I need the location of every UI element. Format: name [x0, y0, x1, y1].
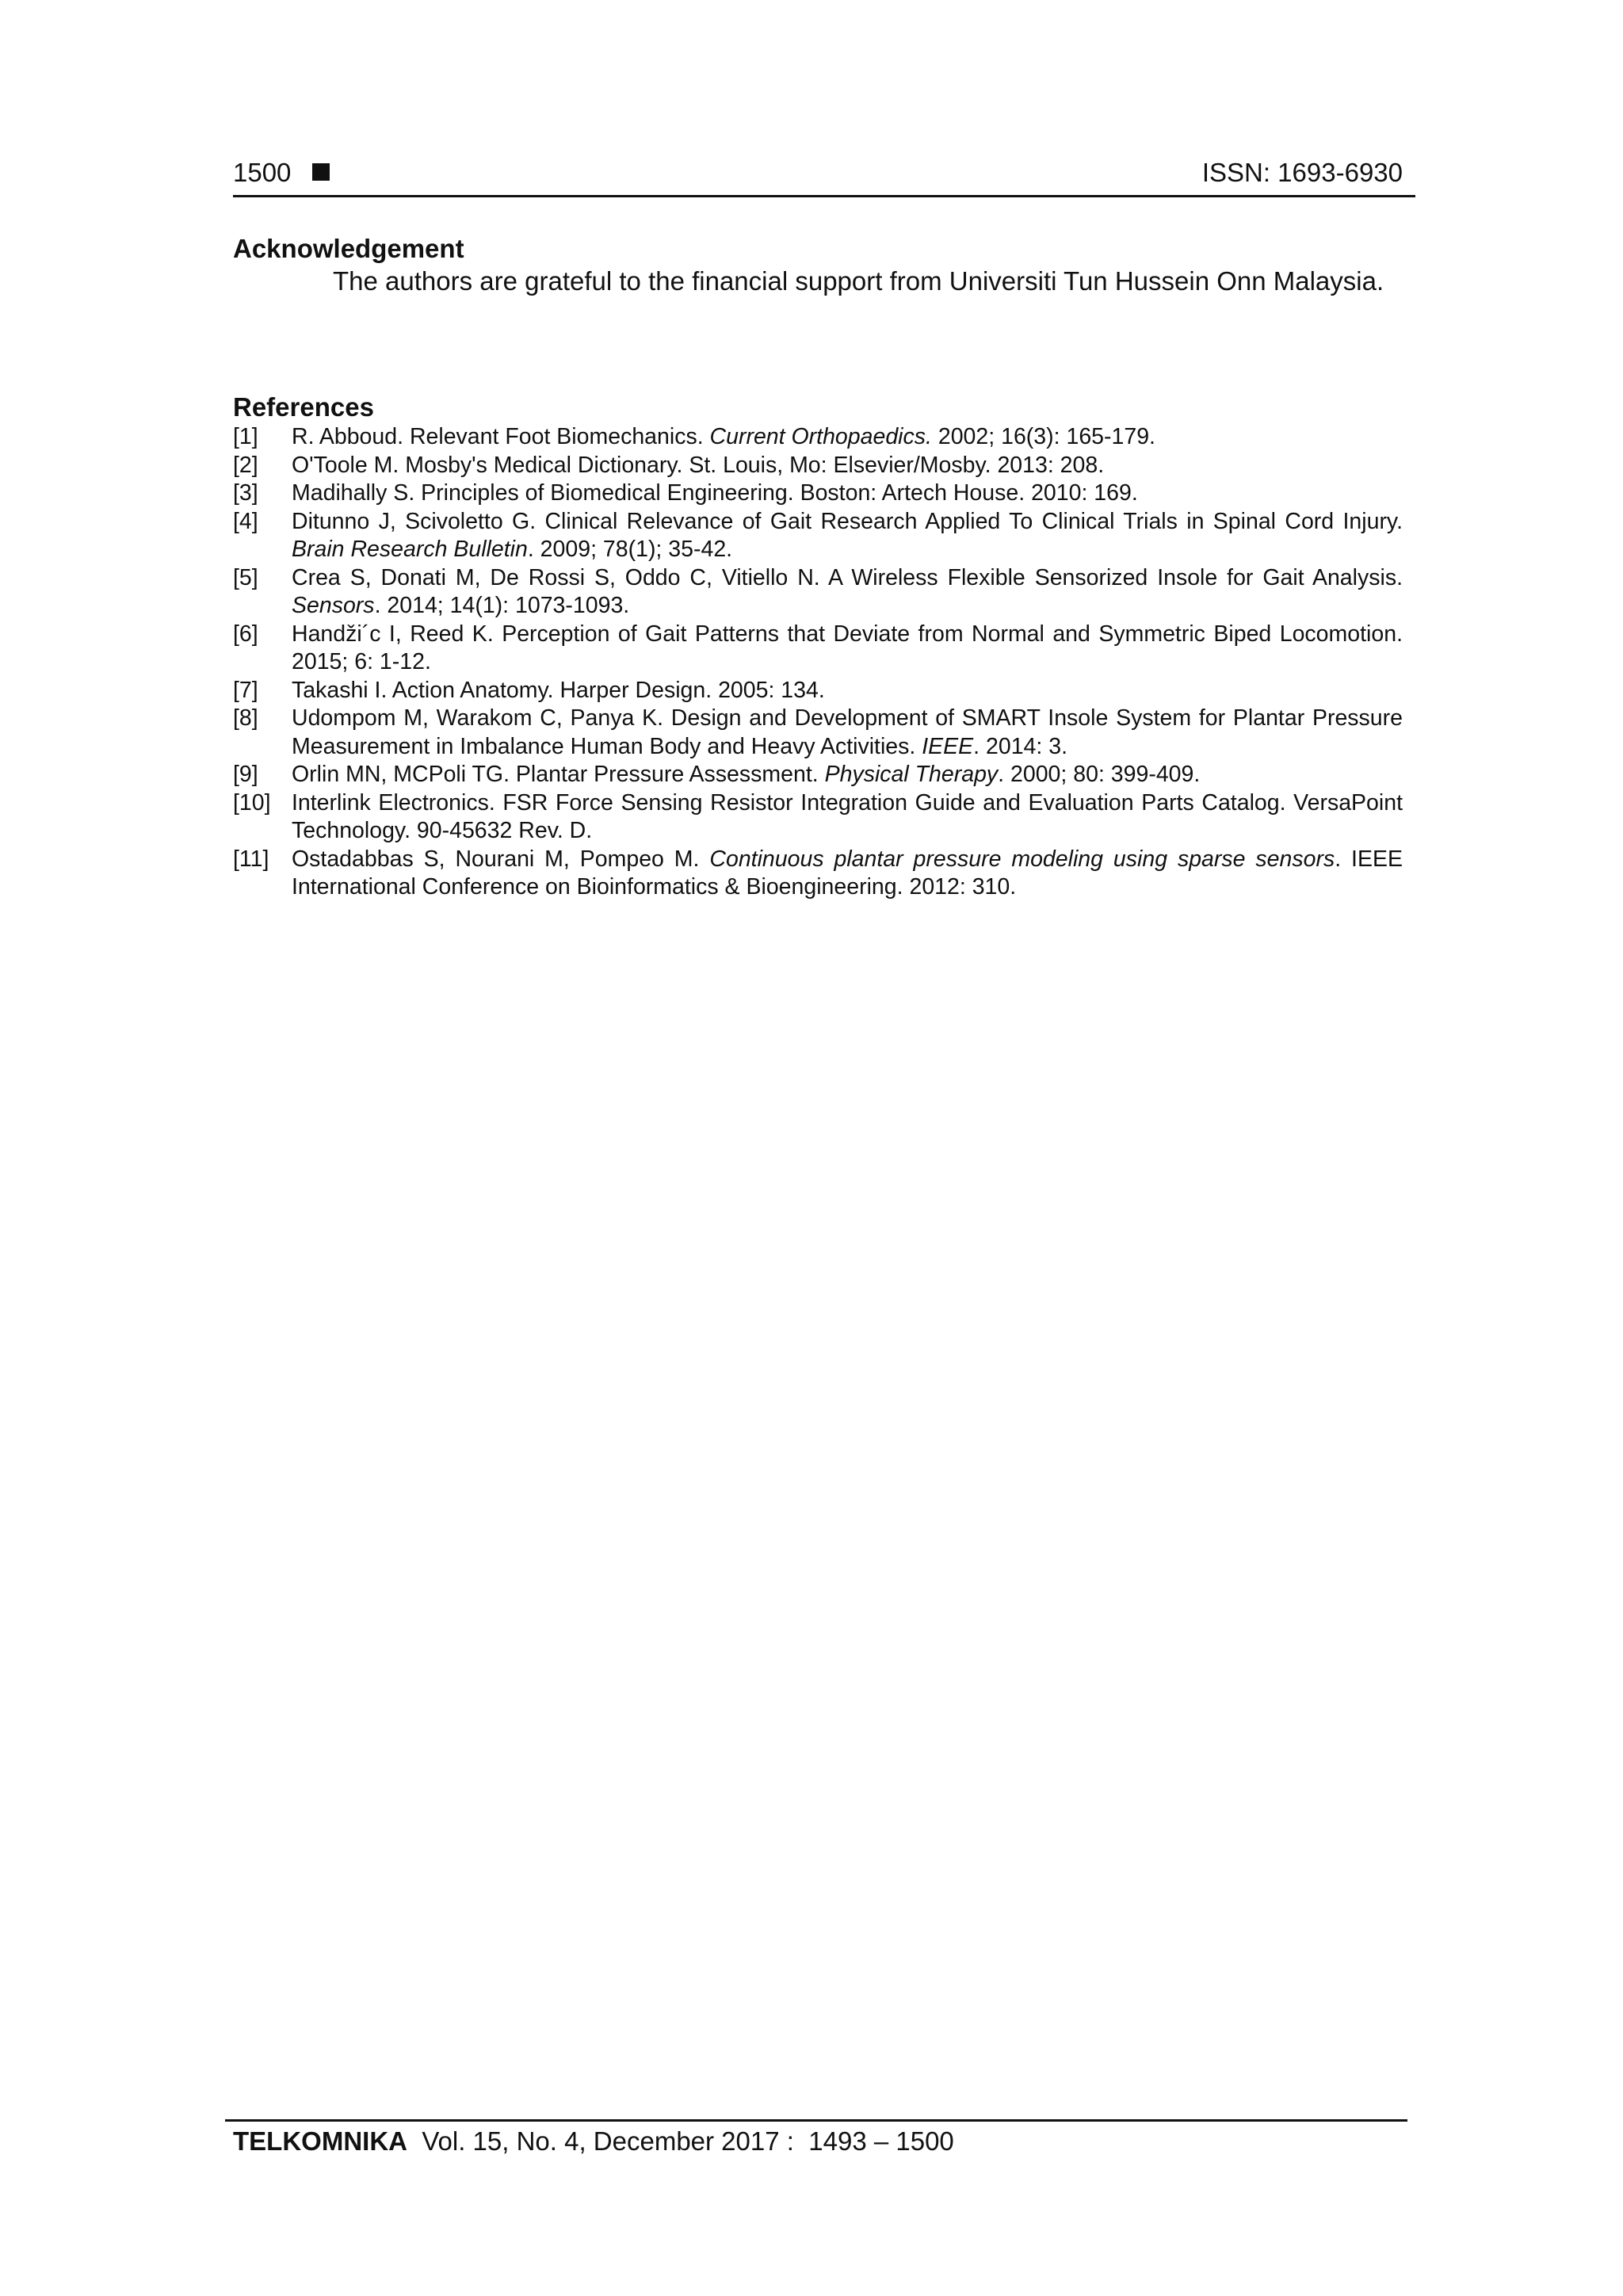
reference-number: [11]	[233, 846, 269, 872]
reference-source: Current Orthopaedics.	[709, 424, 932, 449]
reference-source: Continuous plantar pressure modeling using sparse sensors	[709, 846, 1335, 872]
reference-source: IEEE	[922, 733, 974, 759]
reference-text: Crea S, Donati M, De Rossi S, Oddo C, Vitiello N. A Wireless Flexible Sensorized Insole for Gait Analysis.	[292, 564, 1403, 590]
reference-source: Sensors	[292, 593, 375, 618]
reference-number: [10]	[233, 789, 271, 816]
reference-item	[233, 705, 1403, 761]
reference-number: [4]	[233, 508, 258, 534]
reference-item	[233, 479, 1403, 508]
reference-text: Ostadabbas S, Nourani M, Pompeo M.	[292, 846, 710, 872]
page-footer	[233, 2124, 954, 2159]
square-bullet-icon	[312, 163, 330, 181]
reference-item	[233, 564, 1403, 621]
reference-number: [5]	[233, 564, 258, 590]
reference-details: . 2000; 80: 399-409.	[998, 762, 1201, 787]
reference-item	[233, 789, 1403, 846]
reference-text: Ditunno J, Scivoletto G. Clinical Relevance of Gait Research Applied To Clinical Trials in Spinal Cord Injury.	[292, 508, 1403, 534]
header-divider	[233, 195, 1415, 197]
acknowledgement-body: The authors are grateful to the financial support from Universiti Tun Hussein Onn Malaysia.	[333, 266, 1384, 296]
reference-text: Handži´c I, Reed K. Perception of Gait Patterns that Deviate from Normal and Symmetric Biped Locomotion. 2015; 6: 1-12.	[292, 621, 1403, 674]
reference-text: Udompom M, Warakom C, Panya K. Design and Development of SMART Insole System for Plantar Pressure Measurement in Imbalance Human Body and Heavy Activities.	[292, 705, 1403, 759]
reference-item	[233, 508, 1403, 564]
reference-text: Interlink Electronics. FSR Force Sensing Resistor Integration Guide and Evaluation Parts Catalog. VersaPoint Technology. 90-45632 Rev. D.	[292, 789, 1403, 843]
reference-details: . IEEE International Conference on Bioinformatics & Bioengineering. 2012: 310.	[292, 846, 1403, 900]
references-list	[233, 423, 1403, 902]
journal-citation: Vol. 15, No. 4, December 2017 : 1493 – 1500	[407, 2126, 954, 2156]
acknowledgement-heading: Acknowledgement	[233, 234, 464, 263]
reference-details: . 2009; 78(1); 35-42.	[527, 537, 733, 562]
reference-number: [7]	[233, 677, 258, 703]
reference-details: . 2014: 3.	[973, 733, 1068, 759]
reference-item	[233, 423, 1403, 452]
journal-name: TELKOMNIKA	[233, 2126, 407, 2156]
reference-number: [6]	[233, 621, 258, 647]
reference-item	[233, 452, 1403, 480]
reference-item	[233, 846, 1403, 902]
page-number: 1500	[233, 158, 292, 187]
page-header	[233, 155, 1403, 190]
issn-label: ISSN: 1693-6930	[1201, 158, 1403, 187]
reference-text: Takashi I. Action Anatomy. Harper Design. 2005: 134.	[292, 677, 825, 703]
reference-item	[233, 677, 1403, 705]
reference-details: 2002; 16(3): 165-179.	[931, 424, 1155, 449]
footer-divider	[225, 2119, 1407, 2122]
reference-text: Madihally S. Principles of Biomedical Engineering. Boston: Artech House. 2010: 169.	[292, 480, 1138, 506]
reference-text: Orlin MN, MCPoli TG. Plantar Pressure Assessment.	[292, 762, 825, 787]
reference-details: . 2014; 14(1): 1073-1093.	[374, 593, 630, 618]
reference-source: Brain Research Bulletin	[292, 537, 528, 562]
reference-number: [1]	[233, 424, 258, 449]
references-heading: References	[233, 392, 374, 422]
reference-item	[233, 761, 1403, 789]
reference-text: R. Abboud. Relevant Foot Biomechanics.	[292, 424, 710, 449]
reference-number: [9]	[233, 762, 258, 787]
reference-number: [3]	[233, 480, 258, 506]
reference-source: Physical Therapy	[824, 762, 999, 787]
reference-item	[233, 621, 1403, 677]
reference-text: O'Toole M. Mosby's Medical Dictionary. St. Louis, Mo: Elsevier/Mosby. 2013: 208.	[292, 452, 1105, 478]
reference-number: [2]	[233, 452, 258, 478]
reference-number: [8]	[233, 705, 258, 731]
